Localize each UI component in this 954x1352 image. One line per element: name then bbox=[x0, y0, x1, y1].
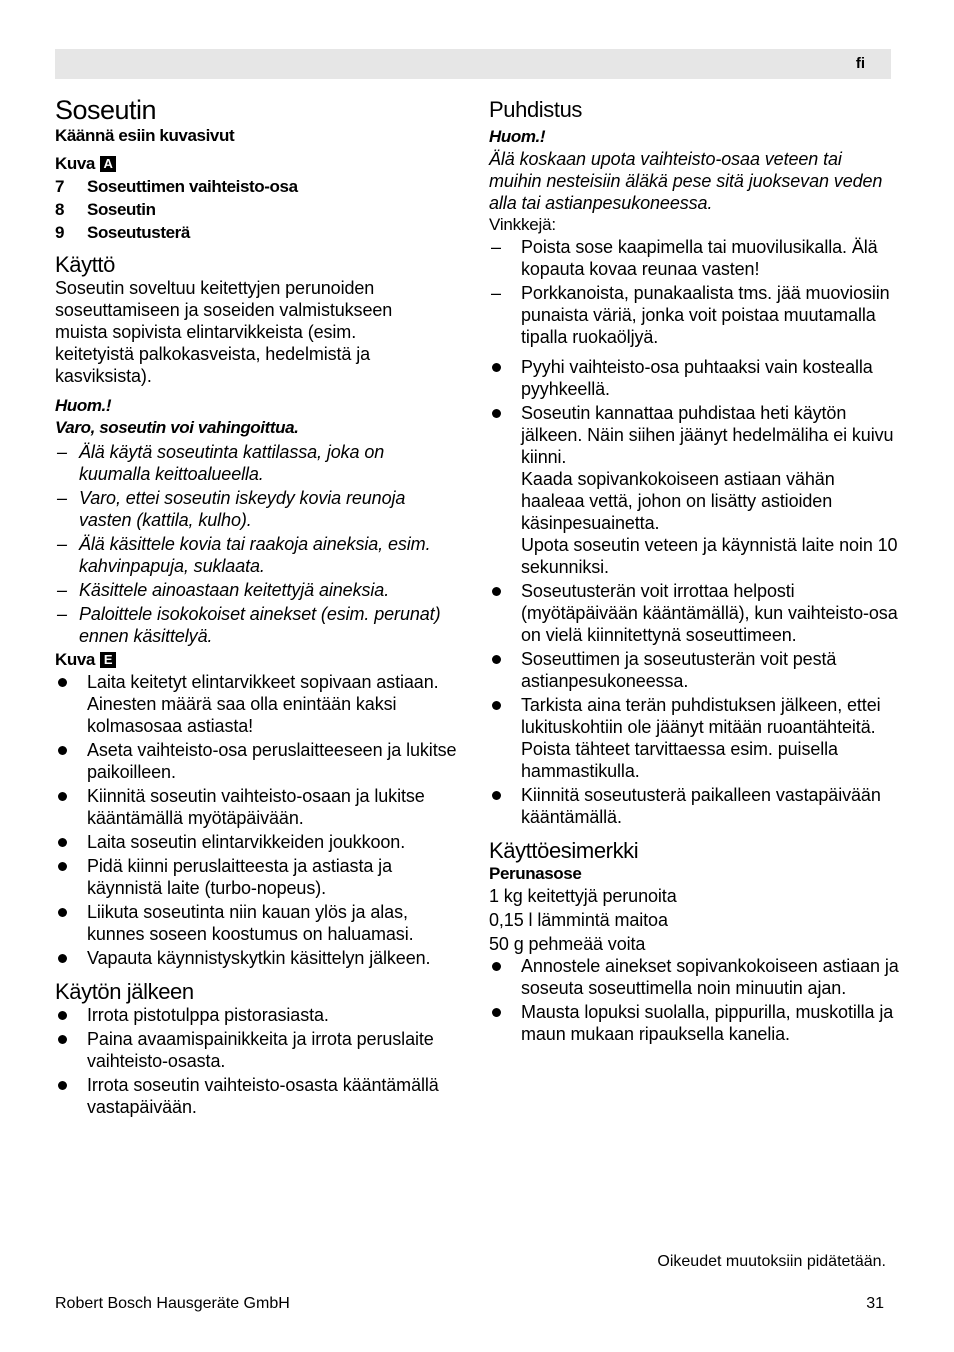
list-item: Tarkista aina terän puhdistuksen jälkeen, ettei lukituskohtiin ole jäänyt mitään ruoantähteitä. Poista tähteet tarvittaessa esim. puisella hammastikulla. bbox=[489, 694, 899, 782]
list-item: 7 Soseuttimen vaihteisto-osa bbox=[55, 177, 298, 196]
list-item: Soseuttimen ja soseutusterän voit pestä astianpesukoneessa. bbox=[489, 648, 899, 692]
rights-note: Oikeudet muutoksiin pidätetään. bbox=[657, 1253, 886, 1270]
list-item: Vapauta käynnistyskytkin käsittelyn jälkeen. bbox=[55, 947, 465, 969]
bullet-icon bbox=[58, 908, 67, 917]
list-item: Liikuta soseutinta niin kauan ylös ja alas, kunnes soseen koostumus on haluamasi. bbox=[55, 901, 465, 945]
list-item: – Varo, ettei soseutin iskeydy kovia reunoja vasten (kattila, kulho). bbox=[55, 487, 445, 531]
bullet-icon bbox=[58, 838, 67, 847]
language-code: fi bbox=[855, 55, 865, 72]
cleaning-steps bbox=[489, 356, 899, 828]
list-item: – Porkkanoista, punakaalista tms. jää muoviosiin punaista väriä, jonka voit poistaa muutamalla tipalla ruokaöljyä. bbox=[489, 282, 899, 348]
list-item: 8 Soseutin bbox=[55, 200, 156, 219]
recipe-steps bbox=[489, 955, 899, 1045]
section-heading-example: Käyttöesimerkki bbox=[489, 838, 639, 863]
bullet-icon bbox=[58, 954, 67, 963]
list-item: Laita soseutin elintarvikkeiden joukkoon. bbox=[55, 831, 465, 853]
ingredient: 50 g pehmeää voita bbox=[489, 934, 646, 954]
tips-list bbox=[489, 236, 899, 348]
bullet-icon bbox=[492, 962, 501, 971]
caution-label: Huom.! bbox=[489, 127, 546, 146]
after-use-steps bbox=[55, 1004, 465, 1118]
header-bar bbox=[55, 49, 891, 79]
bullet-icon bbox=[58, 792, 67, 801]
bullet-icon bbox=[58, 1035, 67, 1044]
list-item: – Paloittele isokokoiset ainekset (esim. perunat) ennen käsittelyä. bbox=[55, 603, 445, 647]
intro-paragraph: Soseutin soveltuu keitettyjen perunoiden soseuttamiseen ja soseiden valmistukseen muista sopivista elintarvikkeista (esim. keitetyistä palkokasveista, hedelmistä ja kasviksista). bbox=[55, 278, 393, 386]
subtitle: Käännä esiin kuvasivut bbox=[55, 126, 235, 145]
bullet-icon bbox=[58, 1011, 67, 1020]
bullet-icon bbox=[58, 678, 67, 687]
bullet-icon bbox=[492, 701, 501, 710]
section-heading-after-use: Käytön jälkeen bbox=[55, 979, 194, 1004]
list-item: Kiinnitä soseutusterä paikalleen vastapäivään kääntämällä. bbox=[489, 784, 899, 828]
page-number: 31 bbox=[866, 1295, 884, 1312]
recipe-title: Perunasose bbox=[489, 864, 582, 883]
bullet-icon bbox=[492, 409, 501, 418]
tips-label: Vinkkejä: bbox=[489, 215, 556, 234]
bullet-icon bbox=[492, 1008, 501, 1017]
cleaning-warning: Älä koskaan upota vaihteisto-osaa veteen tai muihin nesteisiin äläkä pese sitä juoksevan veden alla tai astianpesukoneessa. bbox=[489, 149, 883, 213]
list-item: – Käsittele ainoastaan keitettyjä aineksia. bbox=[55, 579, 445, 601]
left-column bbox=[55, 95, 465, 1118]
list-item: Annostele ainekset sopivankokoiseen astiaan ja soseuta soseuttimella noin minuutin ajan. bbox=[489, 955, 899, 999]
section-heading-kaytto: Käyttö bbox=[55, 252, 115, 277]
caution-label: Huom.! bbox=[55, 396, 112, 415]
list-item: – Poista sose kaapimella tai muovilusikalla. Älä kopauta kovaa reunaa vasten! bbox=[489, 236, 899, 280]
list-item: 9 Soseutusterä bbox=[55, 223, 190, 242]
list-item: Soseutusterän voit irrottaa helposti (myötäpäivään kääntämällä), kun vaihteisto-osa on vielä kiinnitettynä soseuttimeen. bbox=[489, 580, 899, 646]
parts-list bbox=[55, 175, 465, 244]
ingredient: 0,15 l lämmintä maitoa bbox=[489, 910, 668, 930]
figure-letter-e: E bbox=[100, 652, 116, 668]
usage-steps bbox=[55, 671, 465, 969]
section-heading-puhdistus: Puhdistus bbox=[489, 97, 583, 122]
list-item: Paina avaamispainikkeita ja irrota peruslaite vaihteisto-osasta. bbox=[55, 1028, 465, 1072]
bullet-icon bbox=[492, 655, 501, 664]
page-title: Soseutin bbox=[55, 95, 157, 125]
list-item: Pidä kiinni peruslaitteesta ja astiasta ja käynnistä laite (turbo-nopeus). bbox=[55, 855, 465, 899]
list-item: Pyyhi vaihteisto-osa puhtaaksi vain kostealla pyyhkeellä. bbox=[489, 356, 899, 400]
list-item: Irrota pistotulppa pistorasiasta. bbox=[55, 1004, 465, 1026]
company-name: Robert Bosch Hausgeräte GmbH bbox=[55, 1295, 290, 1312]
list-item: – Älä käsittele kovia tai raakoja aineksia, esim. kahvinpapuja, suklaata. bbox=[55, 533, 445, 577]
figure-label: Kuva bbox=[55, 154, 95, 173]
figure-ref-a bbox=[55, 153, 465, 175]
list-item: Kiinnitä soseutin vaihteisto-osaan ja lukitse kääntämällä myötäpäivään. bbox=[55, 785, 465, 829]
caution-text: Varo, soseutin voi vahingoittua. bbox=[55, 418, 299, 437]
list-item: Mausta lopuksi suolalla, pippurilla, muskotilla ja maun mukaan ripauksella kanelia. bbox=[489, 1001, 899, 1045]
bullet-icon bbox=[492, 791, 501, 800]
bullet-icon bbox=[58, 746, 67, 755]
list-item: Aseta vaihteisto-osa peruslaitteeseen ja lukitse paikoilleen. bbox=[55, 739, 465, 783]
bullet-icon bbox=[58, 862, 67, 871]
bullet-icon bbox=[492, 587, 501, 596]
ingredient: 1 kg keitettyjä perunoita bbox=[489, 886, 677, 906]
bullet-icon bbox=[492, 363, 501, 372]
list-item: Soseutin kannattaa puhdistaa heti käytön jälkeen. Näin siihen jäänyt hedelmäliha ei kuivu kiinni. Kaada sopivankokoiseen astiaan vähän haaleaa vettä, johon on lisätty astioiden käsinpesuainetta. Upota soseutin veteen ja käynnistä laite noin 10 sekunniksi. bbox=[489, 402, 899, 578]
list-item: Laita keitetyt elintarvikkeet sopivaan astiaan. Ainesten määrä saa olla enintään kaksi kolmasosaa astiasta! bbox=[55, 671, 465, 737]
figure-ref-e bbox=[55, 649, 465, 671]
figure-letter-a: A bbox=[100, 156, 116, 172]
warning-list bbox=[55, 441, 465, 647]
right-column bbox=[489, 95, 899, 1045]
list-item: Irrota soseutin vaihteisto-osasta kääntämällä vastapäivään. bbox=[55, 1074, 465, 1118]
list-item: – Älä käytä soseutinta kattilassa, joka on kuumalla keittoalueella. bbox=[55, 441, 445, 485]
figure-label: Kuva bbox=[55, 650, 95, 669]
bullet-icon bbox=[58, 1081, 67, 1090]
